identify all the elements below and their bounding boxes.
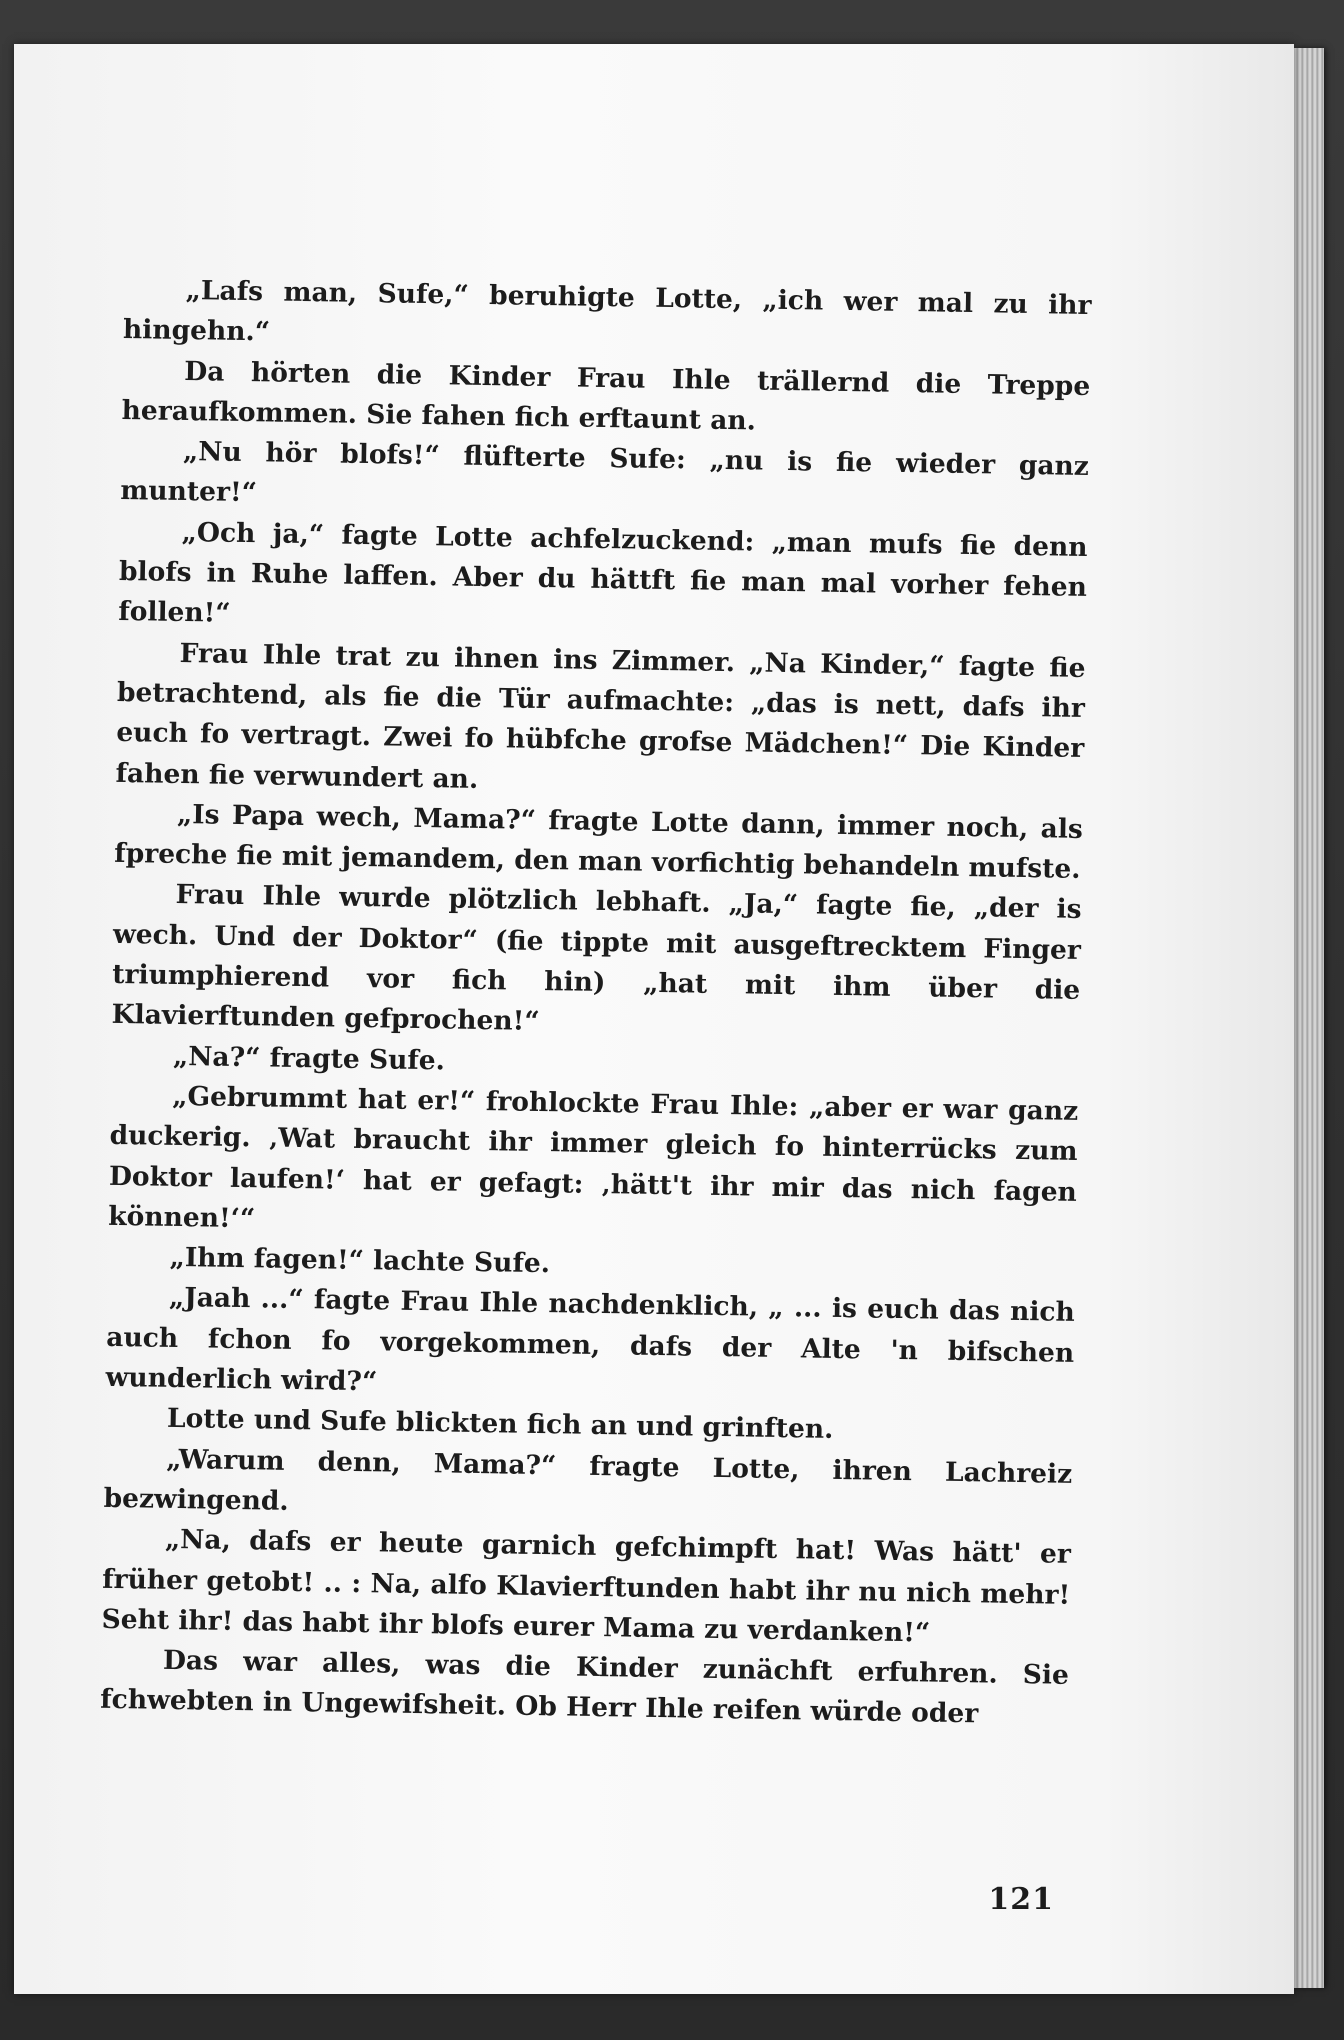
paragraph: Lotte und Sufe blickten fich an und grinften. <box>166 1403 834 1446</box>
book-page <box>14 44 1294 1994</box>
paragraph: Frau Ihle trat zu ihnen ins Zimmer. „Na Kinder,“ fagte fie betrachtend, als fie die Tür aufmachte: „das is nett, dafs ihr euch fo vertragt. Zwei fo hübfche grofse Mädchen!“ Die Kinder fahen fie verwundert an. <box>115 637 1086 795</box>
paragraph: „Nu hör blofs!“ flüfterte Sufe: „nu is fie wieder ganz munter!“ <box>120 436 1090 509</box>
paragraph: „Ihm fagen!“ lachte Sufe. <box>169 1242 551 1280</box>
paragraph: „Gebrummt hat er!“ frohlockte Frau Ihle: „aber er war ganz duckerig. ‚Wat braucht ihr immer gleich fo hinterrücks zum Doktor laufen!‘ hat er gefagt: ‚hätt't ihr mir das nich fagen können!‘“ <box>108 1080 1079 1235</box>
paragraph: „Na?“ fragte Sufe. <box>172 1040 446 1077</box>
paragraph: „Och ja,“ fagte Lotte achfelzuckend: „man mufs fie denn blofs in Ruhe laffen. Aber du hättft fie man mal vorher fehen follen!“ <box>118 516 1088 630</box>
paragraph: „Lafs man, Sufe,“ beruhigte Lotte, „ich wer mal zu ihr hingehn.“ <box>122 275 1092 348</box>
paragraph: Da hörten die Kinder Frau Ihle trällernd die Treppe heraufkommen. Sie fahen fich erftaunt an. <box>121 355 1091 437</box>
paragraph: „Warum denn, Mama?“ fragte Lotte, ihren Lachreiz bezwingend. <box>103 1443 1073 1517</box>
paragraph: „Na, dafs er heute garnich gefchimpft hat! Was hätt' er früher getobt! .. : Na, alfo Klavierftunden habt ihr nu nich mehr! Seht ihr! das habt ihr blofs eurer Mama zu verdanken!“ <box>101 1524 1072 1649</box>
body-text <box>100 270 1092 1737</box>
paragraph: Frau Ihle wurde plötzlich lebhaft. „Ja,“ fagte fie, „der is wech. Und der Doktor“ (fie tippte mit ausgeftrecktem Finger triumphierend vor fich hin) „hat mit ihm über die Klavierftunden gefprochen!“ <box>111 879 1082 1038</box>
paragraph: „Is Papa wech, Mama?“ fragte Lotte dann, immer noch, als fpreche fie mit jemandem, den man vorfichtig behandeln mufste. <box>114 798 1084 886</box>
paragraph: Das war alles, was die Kinder zunächft erfuhren. Sie fchwebten in Ungewifsheit. Ob Herr Ihle reifen würde oder <box>100 1644 1070 1730</box>
paragraph: „Jaah ...“ fagte Frau Ihle nachdenklich, „ ... is euch das nich auch fchon fo vorgekommen, dafs der Alte 'n bifschen wunderlich wird?“ <box>105 1282 1076 1398</box>
page-number: 121 <box>988 1882 1054 1917</box>
page-edges <box>1294 48 1324 1988</box>
